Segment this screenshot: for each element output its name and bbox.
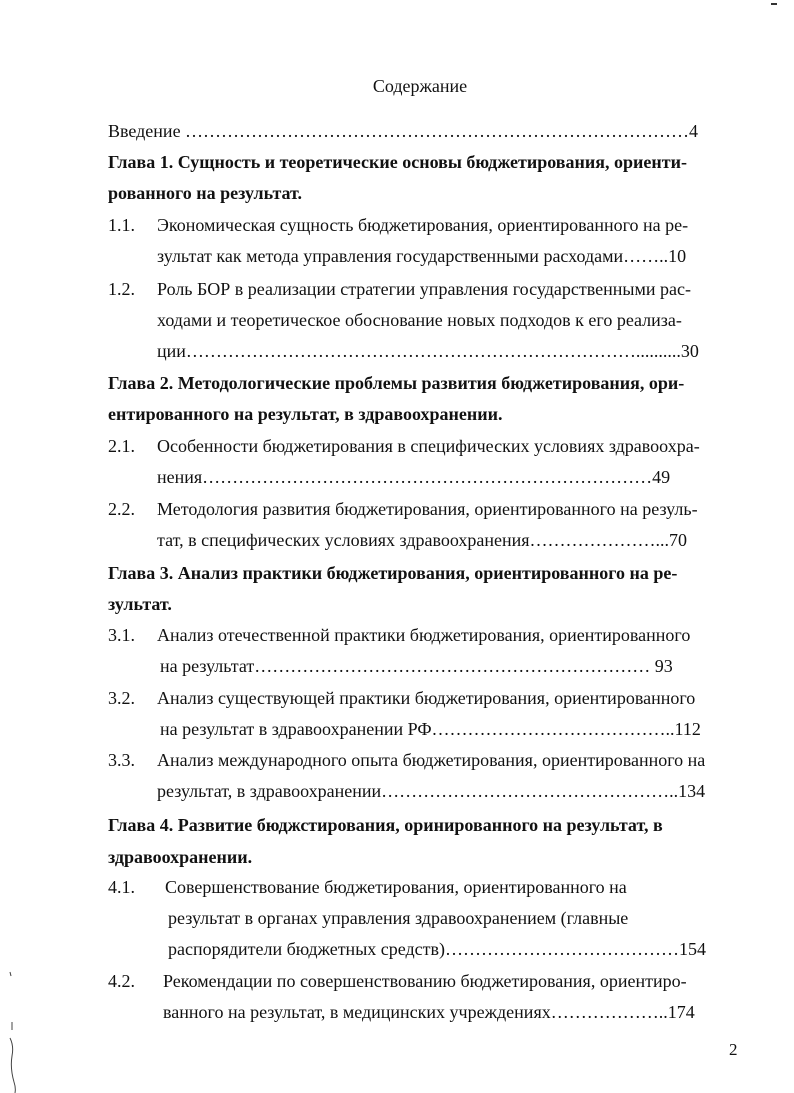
section-2-1-line1: Особенности бюджетирования в специфических условиях здравоохра- — [157, 436, 700, 456]
section-2-2-line2: тат, в специфических условиях здравоохранения…………………...70 — [157, 530, 688, 550]
section-1-1-number: 1.1. — [108, 215, 135, 235]
chapter-4-line1: Глава 4. Развитие бюджстирования, оринированного на результат, в — [108, 815, 663, 835]
section-2-2-number: 2.2. — [108, 499, 135, 519]
section-3-1-line2: на результат………………………………………………………… 93 — [160, 656, 673, 676]
section-2-1-line2: нения…………………………………………………………………49 — [157, 467, 671, 487]
chapter-1-line1: Глава 1. Сущность и теоретические основы бюджетирования, ориенти- — [108, 152, 687, 172]
chapter-3-line1: Глава 3. Анализ практики бюджетирования, ориентированного на ре- — [108, 563, 678, 583]
chapter-2-line1: Глава 2. Методологические проблемы развития бюджетирования, ори- — [108, 373, 685, 393]
chapter-4-line2: здравоохранении. — [108, 847, 253, 867]
section-4-2-number: 4.2. — [108, 971, 135, 991]
section-1-1-line1: Экономическая сущность бюджетирования, ориентированного на ре- — [157, 215, 689, 235]
section-1-1-line2: зультат как метода управления государственными расходами……..10 — [157, 246, 687, 266]
chapter-3-line2: зультат. — [108, 594, 172, 614]
scan-mark — [771, 3, 777, 5]
section-3-2-line1: Анализ существующей практики бюджетирования, ориентированного — [157, 688, 696, 708]
chapter-1-line2: рованного на результат. — [108, 183, 303, 203]
toc-intro: Введение …………………………………………………………………………4 — [108, 121, 699, 141]
section-1-2-line1: Роль БОР в реализации стратегии управления государственными рас- — [157, 279, 691, 299]
chapter-2-line2: ентированного на результат, в здравоохранении. — [108, 404, 503, 424]
section-3-3-number: 3.3. — [108, 750, 135, 770]
section-4-1-number: 4.1. — [108, 877, 135, 897]
section-3-2-number: 3.2. — [108, 688, 135, 708]
section-2-2-line1: Методология развития бюджетирования, ориентированного на резуль- — [157, 499, 698, 519]
section-4-1-line2: результат в органах управления здравоохранением (главные — [168, 908, 629, 928]
section-3-3-line1: Анализ международного опыта бюджетирования, ориентированного на — [157, 750, 706, 770]
section-4-1-line1: Совершенствование бюджетирования, ориентированного на — [165, 877, 627, 897]
section-1-2-number: 1.2. — [108, 279, 135, 299]
section-3-2-line2: на результат в здравоохранении РФ…………………………………..112 — [160, 719, 701, 739]
page-title: Содержание — [372, 76, 468, 96]
section-1-2-line2: ходами и теоретическое обоснование новых подходов к его реализа- — [157, 310, 682, 330]
section-1-2-line3: ции…………………………………………………………………..........30 — [157, 341, 699, 361]
section-3-1-number: 3.1. — [108, 625, 135, 645]
section-4-2-line1: Рекомендации по совершенствованию бюджетирования, ориентиро- — [163, 971, 687, 991]
page-number: 2 — [729, 1040, 738, 1059]
scan-margin-marks — [0, 960, 30, 1093]
section-3-3-line2: результат, в здравоохранении…………………………………………..134 — [157, 781, 706, 801]
section-4-2-line2: ванного на результат, в медицинских учреждениях………………..174 — [163, 1002, 695, 1022]
section-2-1-number: 2.1. — [108, 436, 135, 456]
section-4-1-line3: распорядители бюджетных средств)…………………………………154 — [168, 939, 707, 959]
section-3-1-line1: Анализ отечественной практики бюджетирования, ориентированного — [157, 625, 691, 645]
